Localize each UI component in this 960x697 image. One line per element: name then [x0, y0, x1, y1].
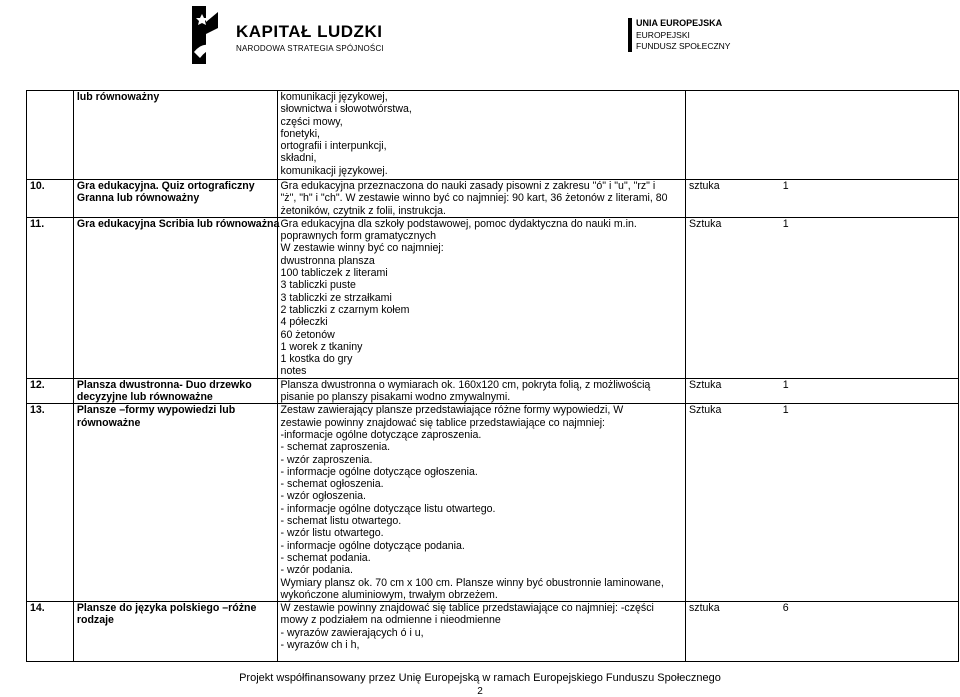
item-quantity: 6: [755, 602, 959, 662]
item-description-line: 1 kostka do gry: [280, 353, 353, 366]
table-row: [27, 378, 959, 404]
item-name: [73, 378, 277, 404]
item-name-line: rodzaje: [76, 614, 114, 627]
item-name-line: Plansze do języka polskiego –różne: [76, 602, 257, 615]
kapital-ludzki-logo: [184, 4, 384, 68]
item-description-line: pisanie po planszy pisakami wodno zmywalnymi.: [280, 391, 511, 404]
item-name-line: równoważne: [76, 416, 141, 429]
item-description-line: - wyrazów zawierających ó i u,: [280, 626, 424, 639]
item-description-line: Gra edukacyjna przeznaczona do nauki zasady pisowni z zakresu "ó" i "u", "rz" i: [280, 180, 656, 192]
item-description-line: Zestaw zawierający plansze przedstawiające różne formy wypowiedzi, W: [280, 404, 624, 417]
item-number: [27, 91, 74, 180]
item-name: [73, 180, 277, 218]
kapital-ludzki-emblem-icon: [184, 4, 224, 66]
item-name-line: Granna lub równoważny: [76, 192, 200, 205]
item-description-line: komunikacji językowej,: [280, 91, 388, 103]
item-description-line: fonetyki,: [280, 127, 320, 140]
item-description: [277, 217, 685, 378]
item-name: [73, 91, 277, 180]
table-row: [27, 217, 959, 378]
item-description-line: - wzór listu otwartego.: [280, 527, 384, 540]
eu-line-2: EUROPEJSKI: [636, 30, 690, 40]
item-description-line: - informacje ogólne dotyczące listu otwartego.: [280, 502, 496, 515]
items-table: [26, 90, 959, 662]
item-unit: sztuka: [685, 180, 754, 218]
item-description: [277, 602, 685, 662]
item-description-line: 100 tabliczek z literami: [280, 267, 388, 280]
item-description-line: - schemat ogłoszenia.: [280, 478, 384, 491]
item-description-line: 2 tabliczki z czarnym kołem: [280, 303, 410, 316]
item-name: [73, 404, 277, 602]
item-description-line: - wzór podania.: [280, 564, 353, 577]
item-description-line: mowy z podziałem na odmienne i nieodmienne: [280, 614, 501, 627]
item-description: [277, 91, 685, 180]
item-description-line: W zestawie winny być co najmniej:: [280, 242, 444, 255]
item-name-line: decyzyjne lub równoważne: [76, 391, 213, 404]
kapital-ludzki-title: KAPITAŁ LUDZKI: [236, 22, 383, 41]
item-description-line: 60 żetonów: [280, 328, 335, 341]
item-description-line: 3 tabliczki puste: [280, 279, 356, 292]
item-unit: [685, 91, 754, 180]
item-description-line: - informacje ogólne dotyczące podania.: [280, 539, 465, 552]
item-quantity: 1: [755, 217, 959, 378]
item-description: [277, 180, 685, 218]
item-description-line: - schemat zaproszenia.: [280, 441, 391, 454]
item-description-line: - schemat podania.: [280, 551, 371, 564]
item-description-line: 3 tabliczki ze strzałkami: [280, 291, 392, 304]
item-name: [73, 217, 280, 378]
item-description-line: dwustronna plansza: [280, 254, 375, 267]
item-unit: Sztuka: [685, 378, 754, 404]
item-description-line: -informacje ogólne dotyczące zaproszenia.: [280, 428, 482, 441]
item-description-line: poprawnych form gramatycznych: [280, 230, 436, 243]
item-description-line: 1 worek z tkaniny: [280, 340, 363, 353]
eu-line-3: FUNDUSZ SPOŁECZNY: [636, 41, 731, 51]
item-name-line: Plansza dwustronna- Duo drzewko: [76, 378, 252, 391]
item-unit: Sztuka: [685, 217, 754, 378]
item-quantity: 1: [755, 180, 959, 218]
item-description-line: - schemat listu otwartego.: [280, 515, 402, 528]
item-unit: sztuka: [685, 602, 754, 662]
item-description-line: notes: [280, 365, 307, 378]
item-description-line: "ż", "h" i "ch". W zestawie winno być co najmniej: 90 kart, 36 żetonów z literami, 80: [280, 192, 668, 205]
item-unit: Sztuka: [685, 404, 754, 602]
item-description-line: W zestawie powinny znajdować się tablice przedstawiające co najmniej: -części: [280, 602, 654, 615]
item-name: [73, 602, 277, 662]
item-description-line: - wzór ogłoszenia.: [280, 490, 366, 503]
kapital-ludzki-subtitle: NARODOWA STRATEGIA SPÓJNOŚCI: [236, 44, 384, 53]
item-description-line: Gra edukacyjna dla szkoły podstawowej, pomoc dydaktyczna do nauki m.in.: [280, 217, 637, 230]
item-description-line: - wzór zaproszenia.: [280, 453, 373, 466]
item-quantity: 1: [755, 404, 959, 602]
item-name-line: lub równoważny: [76, 91, 160, 103]
table-row: [27, 602, 959, 662]
item-quantity: 1: [755, 378, 959, 404]
item-description-line: wykończone aluminiowym, trwałym obrzeżem.: [280, 588, 498, 601]
item-description-line: składni,: [280, 152, 317, 165]
eu-flag-bar-icon: [628, 18, 632, 52]
item-number: 11.: [27, 217, 74, 378]
table-row: [27, 91, 959, 180]
item-number: 12.: [27, 378, 74, 404]
item-description-line: ortografii i interpunkcji,: [280, 140, 387, 153]
item-description-line: 4 półeczki: [280, 316, 328, 329]
item-name-line: Gra edukacyjna Scribia lub równoważna: [76, 217, 280, 230]
footer-text: Projekt współfinansowany przez Unię Europejską w ramach Europejskiego Funduszu Społecznego: [239, 672, 721, 684]
item-description-line: - informacje ogólne dotyczące ogłoszenia.: [280, 465, 478, 478]
item-name-line: Gra edukacyjna. Quiz ortograficzny: [76, 180, 255, 192]
item-description: [277, 378, 685, 404]
eu-line-1: UNIA EUROPEJSKA: [636, 18, 723, 28]
page-number: 2: [477, 686, 483, 697]
item-description-line: - wyrazów ch i h,: [280, 638, 360, 651]
item-name-line: Plansze –formy wypowiedzi lub: [76, 404, 236, 417]
item-description-line: żetoników, czytnik z folii, instrukcja.: [280, 204, 446, 217]
item-number: 14.: [27, 602, 74, 662]
item-description-line: komunikacji językowej.: [280, 164, 388, 177]
item-description-line: Plansza dwustronna o wymiarach ok. 160x120 cm, pokryta folią, z możliwością: [280, 378, 651, 391]
item-quantity: [755, 91, 959, 180]
item-description: [277, 404, 685, 602]
eu-logo: [636, 18, 766, 58]
table-row: [27, 404, 959, 602]
item-number: 13.: [27, 404, 74, 602]
item-description-line: zestawie powinny znajdować się tablice przedstawiające co najmniej:: [280, 416, 606, 429]
table-row: [27, 180, 959, 218]
item-description-line: Wymiary plansz ok. 70 cm x 100 cm. Plansze winny być obustronnie laminowane,: [280, 576, 664, 589]
item-number: 10.: [27, 180, 74, 218]
item-description-line: części mowy,: [280, 115, 343, 128]
item-description-line: słownictwa i słowotwórstwa,: [280, 103, 412, 116]
